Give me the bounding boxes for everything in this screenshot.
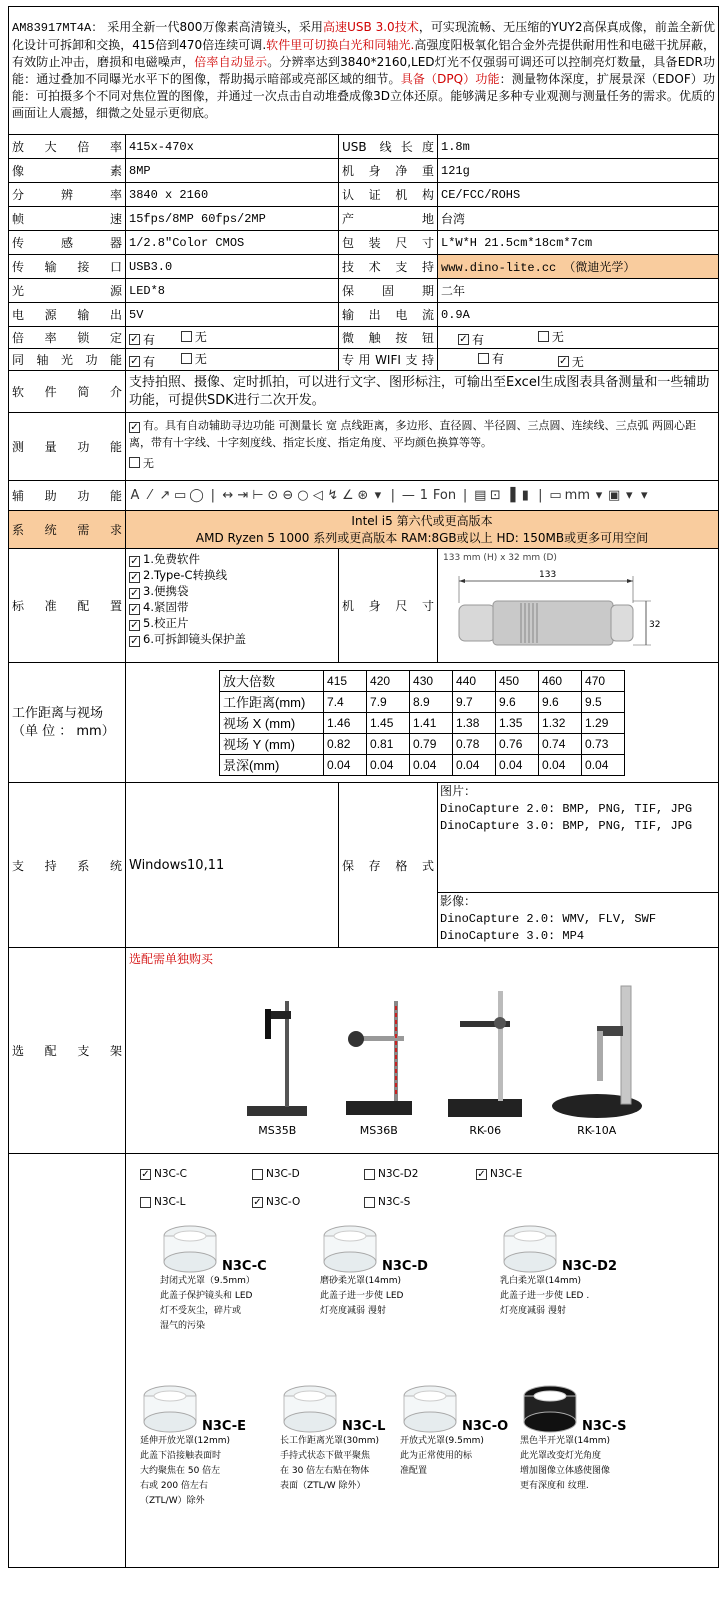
cap-text: 灯亮度减弱 漫射	[320, 1306, 386, 1316]
cap-text: （ZTL/W）除外	[140, 1496, 205, 1506]
wifi-no-checkbox[interactable]: ✓ 无	[559, 354, 584, 369]
cap-card-n3c-d	[320, 1222, 470, 1319]
touch-yes-checkbox[interactable]: ✓ 有	[459, 332, 485, 347]
os-label: 支 持 系 统	[9, 783, 126, 948]
spec-label: 光 源	[9, 279, 126, 303]
cap-options	[140, 1160, 718, 1216]
wd-row	[220, 691, 625, 712]
toolbar-tool-icon: ▤	[474, 488, 487, 503]
os-value: Windows10,11	[126, 783, 339, 948]
cap-text: 乳白柔光罩(14mm)	[500, 1276, 582, 1286]
stand-ms35b: MS35B	[237, 981, 317, 1137]
wd-cell: 0.74	[539, 733, 582, 754]
svg-text:32: 32	[649, 620, 661, 630]
picture-formats: 图片： DinoCapture 2.0: BMP, PNG, TIF, JPG DinoCapture 3.0: BMP, PNG, TIF, JPG	[438, 783, 718, 893]
spec-table	[8, 6, 719, 1568]
toolbar-image	[126, 481, 719, 511]
toolbar-tool-icon: mm	[564, 488, 590, 503]
spec-value: 415x-470x	[126, 135, 339, 159]
wd-cell: 1.38	[453, 712, 496, 733]
wd-row	[220, 733, 625, 754]
toolbar-tool-icon: |	[538, 488, 543, 503]
toolbar-tool-icon: 1	[419, 488, 428, 503]
wd-cell: 8.9	[410, 691, 453, 712]
spec-label: USB 线长度	[339, 135, 438, 159]
system-line-2: AMD Ryzen 5 1000 系列或更高版本 RAM:8GB或以上 HD: 150MB或更多可用空间	[195, 530, 649, 545]
wd-cell: 9.5	[582, 691, 625, 712]
wd-cell: 9.6	[496, 691, 539, 712]
cap-image	[160, 1222, 220, 1274]
wd-cell: 430	[410, 670, 453, 691]
cap-text: 延伸开放光罩(12mm)	[140, 1436, 231, 1446]
wd-cell: 1.46	[324, 712, 367, 733]
toolbar-tool-icon: ▣	[608, 488, 621, 503]
spec-value: L*W*H 21.5cm*18cm*7cm	[438, 231, 719, 255]
wd-row-header: 视场 Y (mm)	[220, 733, 324, 754]
wd-cell: 1.32	[539, 712, 582, 733]
spec-value: 8MP	[126, 159, 339, 183]
toolbar-tool-icon: ▾	[626, 488, 633, 503]
wd-cell: 0.04	[453, 754, 496, 775]
cap-cards	[140, 1222, 718, 1567]
toolbar-tool-icon: Fon	[432, 488, 457, 503]
cap-title: N3C-S	[582, 1419, 627, 1434]
spec-value: 1.8m	[438, 135, 719, 159]
stand-ms36b: MS36B	[334, 981, 424, 1137]
intro-highlight-light: 软件里可切换白光和同轴光.	[266, 38, 415, 52]
standard-item: 3.便携袋	[143, 584, 189, 598]
cap-title: N3C-L	[342, 1419, 386, 1434]
system-label: 系 统 需 求	[9, 511, 126, 549]
spec-label: 输 出 电 流	[339, 303, 438, 327]
stands-note: 选配需单独购买	[129, 952, 214, 966]
cap-option-n3c-l[interactable]: N3C-L	[140, 1188, 252, 1216]
spec-label: 机 身 净 重	[339, 159, 438, 183]
spec-value: 二年	[438, 279, 719, 303]
lock-yes-checkbox[interactable]: ✓ 有	[130, 332, 156, 347]
wd-cell: 0.04	[367, 754, 410, 775]
cap-option-n3c-d[interactable]: N3C-D	[252, 1160, 364, 1188]
toolbar-tool-icon: ⊢	[252, 488, 264, 503]
cap-title: N3C-E	[202, 1419, 247, 1434]
wifi-label: 专用WIFI支持	[339, 349, 438, 371]
cap-title: N3C-D2	[562, 1259, 617, 1274]
cap-text: 在 30 倍左右贴在物体	[280, 1466, 370, 1476]
wd-cell: 1.35	[496, 712, 539, 733]
standard-item: 1.免费软件	[143, 552, 200, 566]
toolbar-tool-icon: ⇥	[237, 488, 249, 503]
toolbar-tool-icon: ▮	[521, 488, 529, 503]
wd-cell: 440	[453, 670, 496, 691]
spec-label: 传 输 接 口	[9, 255, 126, 279]
spec-label: 电 源 输 出	[9, 303, 126, 327]
dimension-drawing	[438, 549, 719, 663]
cap-title: N3C-D	[382, 1259, 428, 1274]
wd-cell: 415	[324, 670, 367, 691]
aux-label: 辅 助 功 能	[9, 481, 126, 511]
wd-row-header: 视场 X (mm)	[220, 712, 324, 733]
cap-image	[400, 1382, 460, 1434]
cap-text: 此光罩改变灯光角度	[520, 1451, 602, 1461]
toolbar-tool-icon: A	[130, 488, 140, 503]
cap-option-n3c-d2[interactable]: N3C-D2	[364, 1160, 476, 1188]
spec-value: 5V	[126, 303, 339, 327]
spec-value: 台湾	[438, 207, 719, 231]
spec-value: 15fps/8MP 60fps/2MP	[126, 207, 339, 231]
spec-label: 技 术 支 持	[339, 255, 438, 279]
cap-option-n3c-s[interactable]: N3C-S	[364, 1188, 476, 1216]
cap-text: 黑色半开光罩(14mm)	[520, 1436, 611, 1446]
wd-cell: 0.04	[410, 754, 453, 775]
toolbar-tool-icon: ⊡	[489, 488, 501, 503]
toolbar-tool-icon: ▾	[595, 488, 603, 503]
standard-item: 2.Type-C转换线	[143, 568, 228, 582]
wd-cell: 0.79	[410, 733, 453, 754]
wd-cell: 0.04	[582, 754, 625, 775]
wd-row-header: 放大倍数	[220, 670, 324, 691]
wd-cell: 470	[582, 670, 625, 691]
spec-value: 1/2.8"Color CMOS	[126, 231, 339, 255]
spec-row	[9, 207, 719, 231]
toolbar-tool-icon: |	[210, 488, 216, 503]
wd-row-header: 工作距离(mm)	[220, 691, 324, 712]
wd-cell: 0.04	[496, 754, 539, 775]
wd-cell: 0.81	[367, 733, 410, 754]
measure-yes-option[interactable]: ✓ 有。具有自动辅助寻边功能 可测量长 宽 点线距离，多边形、直径圆、半径圆、三点圆、连续线、三点弧 两圆心距离，带有十字线、十字刻度线、指定长度、指定角度、平均颜色换算等等。	[129, 419, 696, 449]
cap-image	[320, 1222, 380, 1274]
wd-cell: 1.45	[367, 712, 410, 733]
cap-text: 此为正常使用的标	[400, 1451, 473, 1461]
toolbar-tool-icon: ◁	[312, 488, 323, 503]
svg-text:133: 133	[539, 570, 557, 580]
wd-cell: 9.6	[539, 691, 582, 712]
wd-cell: 450	[496, 670, 539, 691]
touch-button-label: 微 触 按 钮	[339, 327, 438, 349]
toolbar-tool-icon: ⊖	[282, 488, 294, 503]
toolbar-tool-icon: |	[462, 488, 468, 503]
wd-cell: 7.9	[367, 691, 410, 712]
wd-row	[220, 712, 625, 733]
toolbar-tool-icon: ▾	[374, 488, 382, 503]
standard-label: 标 准 配 置	[9, 549, 126, 663]
format-label: 保 存 格 式	[339, 783, 438, 948]
cap-text: 表面（ZTL/W 除外）	[280, 1481, 366, 1491]
cap-card-n3c-d2	[500, 1222, 650, 1319]
intro-highlight-dpq: 具备（DPQ）功能	[400, 72, 500, 86]
spec-label: 放 大 倍 率	[9, 135, 126, 159]
cap-card-n3c-s	[520, 1382, 670, 1494]
size-label: 机 身 尺 寸	[339, 549, 438, 663]
spec-label: 认 证 机 构	[339, 183, 438, 207]
intro-text-4: 。分辨率达到3840*2160,LED灯光不仅强弱可调还可以控制亮灯数量，具备EDR功能：通过叠加不同曝光水平下的图像，帮助揭示暗部或亮部区域的细节。	[12, 55, 716, 86]
wd-cell: 0.04	[324, 754, 367, 775]
cap-image	[140, 1382, 200, 1434]
working-distance-table	[219, 670, 625, 776]
spec-row	[9, 159, 719, 183]
intro-paragraph	[9, 7, 719, 135]
toolbar-tool-icon: ⁄	[148, 488, 152, 503]
measure-no-option[interactable]: 无	[129, 455, 715, 472]
spec-value: 0.9A	[438, 303, 719, 327]
lock-label: 倍 率 锁 定	[9, 327, 126, 349]
cap-text: 此盖子进一步使 LED .	[500, 1291, 590, 1301]
cap-text: 手持式状态下做平聚焦	[280, 1451, 371, 1461]
wd-cell: 0.78	[453, 733, 496, 754]
cap-title: N3C-C	[222, 1259, 267, 1274]
cap-text: 湿气的污染	[160, 1321, 206, 1331]
spec-value: 121g	[438, 159, 719, 183]
software-label: 软 件 简 介	[9, 371, 126, 413]
standard-item: 6.可拆卸镜头保护盖	[143, 632, 246, 646]
dim-caption: 133 mm (H) x 32 mm (D)	[443, 553, 557, 563]
intro-highlight-mag: 倍率自动显示	[194, 55, 268, 69]
software-text: 支持拍照、摄像、定时抓拍，可以进行文字、图形标注，可输出至Excel生成图表具备测量和一些辅助功能，可提供SDK进行二次开发。	[126, 371, 719, 413]
coax-yes-checkbox[interactable]: ✓ 有	[130, 354, 156, 369]
wd-cell: 420	[367, 670, 410, 691]
lock-no-checkbox[interactable]: 无	[181, 328, 207, 345]
toolbar-tool-icon: ⊙	[267, 488, 279, 503]
microscope-drawing	[441, 563, 711, 655]
wd-cell: 0.04	[539, 754, 582, 775]
spec-row	[9, 255, 719, 279]
spec-label: 保 固 期	[339, 279, 438, 303]
touch-no-checkbox[interactable]: 无	[538, 328, 564, 345]
wd-cell: 0.82	[324, 733, 367, 754]
stands-label: 选 配 支 架	[9, 948, 126, 1154]
intro-text-2: ，可实现流畅、无压缩的YUY2高保真成像，前盖全新优化设计可拆卸和交换，415倍到470倍连续可调.	[12, 20, 716, 52]
cap-text: 灯亮度减弱 漫射	[500, 1306, 566, 1316]
system-line-1: Intel i5 第六代或更高版本	[351, 513, 493, 528]
intro-highlight-usb: 高速USB 3.0技术	[322, 20, 419, 34]
cap-text: 灯不受灰尘，碎片或	[160, 1306, 242, 1316]
toolbar-tool-icon: ∠	[342, 488, 354, 503]
cap-text: 大约聚焦在 50 倍左	[140, 1466, 221, 1476]
wd-cell: 1.41	[410, 712, 453, 733]
stand-rk10a: RK-10A	[547, 981, 647, 1137]
spec-row	[9, 231, 719, 255]
annotation-toolbar	[129, 488, 715, 503]
cap-option-n3c-c[interactable]: ✓ N3C-C	[141, 1168, 187, 1180]
spec-row	[9, 303, 719, 327]
cap-card-n3c-c	[160, 1222, 310, 1334]
wd-cell: 7.4	[324, 691, 367, 712]
caps-label-cell	[9, 1154, 126, 1568]
cap-card-n3c-e	[140, 1382, 290, 1509]
wifi-yes-checkbox[interactable]: 有	[478, 350, 504, 367]
cap-option-n3c-e[interactable]: ✓ N3C-E	[477, 1168, 523, 1180]
toolbar-tool-icon: ○	[297, 488, 309, 503]
cap-option-n3c-o[interactable]: ✓ N3C-O	[253, 1196, 301, 1208]
wd-row-header: 景深(mm)	[220, 754, 324, 775]
cap-text: 此盖子保护镜头和 LED	[160, 1291, 253, 1301]
working-label: 工作距离与视场 （单 位 ： mm）	[9, 663, 126, 783]
cap-text: 此盖下沿接触表面时	[140, 1451, 222, 1461]
stand-rk06: RK-06	[440, 981, 530, 1137]
wd-cell: 0.76	[496, 733, 539, 754]
cap-title: N3C-O	[462, 1419, 509, 1434]
measure-label: 测 量 功 能	[9, 413, 126, 481]
spec-value: CE/FCC/ROHS	[438, 183, 719, 207]
toolbar-tool-icon: ▭	[174, 488, 187, 503]
cap-image	[280, 1382, 340, 1434]
spec-value: LED*8	[126, 279, 339, 303]
toolbar-tool-icon: ▐	[505, 488, 516, 503]
spec-label: 像 素	[9, 159, 126, 183]
spec-row	[9, 279, 719, 303]
cap-text: 开放式光罩(9.5mm)	[400, 1436, 484, 1446]
tech-support-link[interactable]: www.dino-lite.cc （微迪光学）	[438, 255, 719, 279]
intro-text-1: 采用全新一代800万像素高清镜头，采用	[107, 20, 323, 34]
cap-text: 右或 200 倍左右	[140, 1481, 208, 1491]
standard-item: 4.紧固带	[143, 600, 189, 614]
coax-no-checkbox[interactable]: 无	[181, 350, 207, 367]
cap-text: 准配置	[400, 1466, 428, 1476]
wd-row	[220, 754, 625, 775]
toolbar-tool-icon: ▾	[641, 488, 648, 503]
cap-text: 磨砂柔光罩(14mm)	[320, 1276, 402, 1286]
wd-cell: 0.73	[582, 733, 625, 754]
cap-text: 长工作距离光罩(30mm)	[280, 1436, 380, 1446]
wd-cell: 1.29	[582, 712, 625, 733]
toolbar-tool-icon: —	[401, 488, 415, 503]
cap-text: 此盖子进一步使 LED	[320, 1291, 404, 1301]
toolbar-tool-icon: ⊛	[357, 488, 369, 503]
spec-value: 3840 x 2160	[126, 183, 339, 207]
toolbar-tool-icon: ◯	[189, 488, 204, 503]
intro-text-5: ：测量物体深度，扩展景深（EDOF）功能：可拍摄多个不同对焦位置的图像，并通过一次点击自动堆叠成像3D立体还原。能够满足多种专业观测与测量任务的需求。优质的画面让人震撼，细微之处显示更彻底。	[12, 72, 716, 120]
intro-text-3: 高强度阳极氧化铝合金外壳提供耐用性和电磁干扰屏蔽，有效防止冲击，磨损和电磁噪声，	[12, 38, 716, 69]
cap-text: 更有深度和 纹理.	[520, 1481, 589, 1491]
toolbar-tool-icon: ↯	[327, 488, 339, 503]
coaxial-label: 同 轴 光 功 能	[9, 349, 126, 371]
toolbar-tool-icon: ▭	[549, 488, 562, 503]
toolbar-tool-icon: ↔	[222, 488, 234, 503]
cap-text: 封闭式光罩（9.5mm）	[160, 1276, 255, 1286]
cap-text: 增加图像立体感使图像	[520, 1466, 611, 1476]
spec-label: 传 感 器	[9, 231, 126, 255]
toolbar-tool-icon: |	[390, 488, 396, 503]
model-name: AM83917MT4A：	[12, 21, 104, 35]
spec-label: 包 装 尺 寸	[339, 231, 438, 255]
measure-description: 有。具有自动辅助寻边功能 可测量长 宽 点线距离，多边形、直径圆、半径圆、三点圆、连续线、三点弧 两圆心距离，带有十字线、十字刻度线、指定长度、指定角度、平均颜色换算等等。	[129, 419, 696, 449]
toolbar-tool-icon: ↗	[159, 488, 171, 503]
wd-cell: 9.7	[453, 691, 496, 712]
cap-image	[520, 1382, 580, 1434]
standard-items: ✓ 1.免费软件 ✓ 2.Type-C转换线 ✓ 3.便携袋 ✓ 4.紧固带 ✓ 5.校正片 ✓ 6.可拆卸镜头保护盖	[126, 549, 339, 663]
spec-value: USB3.0	[126, 255, 339, 279]
video-formats: 影像： DinoCapture 2.0: WMV, FLV, SWF DinoCapture 3.0: MP4	[440, 895, 657, 943]
wd-row	[220, 670, 625, 691]
standard-item: 5.校正片	[143, 616, 189, 630]
spec-row	[9, 183, 719, 207]
spec-label: 产 地	[339, 207, 438, 231]
cap-image	[500, 1222, 560, 1274]
spec-label: 帧 速	[9, 207, 126, 231]
wd-cell: 460	[539, 670, 582, 691]
spec-label: 分 辨 率	[9, 183, 126, 207]
spec-row	[9, 135, 719, 159]
